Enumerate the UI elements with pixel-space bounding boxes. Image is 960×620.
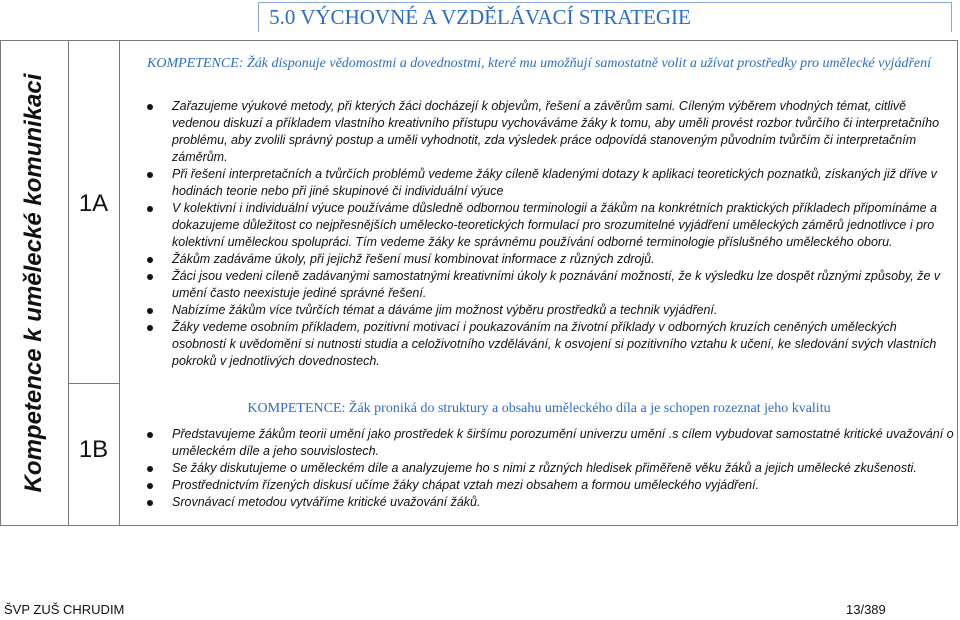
bullet-icon [147,500,153,506]
side-title: Kompetence k umělecké komunikaci [20,73,47,493]
list-item: Nabízíme žákům více tvůrčích témat a dáváme jim možnost výběru prostředků a technik vyjádření. [128,302,954,319]
list-item: Prostřednictvím řízených diskusí učíme žáky chápat vztah mezi obsahem a formou uměleckého vyjádření. [128,477,954,494]
bullet-icon [147,257,153,263]
bullet-icon [147,308,153,314]
page-title: 5.0 VÝCHOVNÉ A VZDĚLÁVACÍ STRATEGIE [269,5,691,29]
competence-heading-1b: KOMPETENCE: Žák proniká do struktury a obsahu uměleckého díla a je schopen rozeznat jeho kvalitu [247,401,831,416]
column-divider-2 [119,40,120,526]
bullet-icon [147,172,153,178]
list-item: Srovnávací metodou vytváříme kritické uvažování žáků. [128,494,954,511]
side-title-cell [0,40,68,526]
list-item: Zařazujeme výukové metody, při kterých žáci docházejí k objevům, řešení a závěrům sami. Cíleným výběrem vhodných témat, citlivě vedenou diskuzí a příkladem vlastního kreativního přístupu vychováváme žáky k tomu, aby uměli provést rozbor tvůrčího či interpretačního problému, aby zvolili správný postup a uměli vyhodnotit, zda výsledek práce odpovídá stanoveným původním tvůrčím či interpretačním záměrům. [128,98,954,166]
list-item: Při řešení interpretačních a tvůrčích problémů vedeme žáky cíleně kladenými dotazy k aplikaci teoretických poznatků, získaných již dříve v hodinách teorie nebo při jiné skupinové či individuální výuce [128,166,954,200]
list-item: V kolektivní i individuální výuce používáme důsledně odbornou terminologii a žákům na konkrétních praktických příkladech připomínáme a dokazujeme důležitost co nejpřesnějších umělecko-teoretických formulací pro srozumitelné vyjádření uměleckých záměrů jednotlivce i pro kolektivní uměleckou spolupráci. Tím vedeme žáky ke správnému používání odborné terminologie příslušného uměleckého oboru. [128,200,954,251]
list-item: Žáky vedeme osobním příkladem, pozitivní motivací i poukazováním na životní příklady v odborných kruzích ceněných uměleckých osobností k uvědomění si nutnosti studia a celoživotního vzdělávání, k osvojení si pozitivního vztahu k učení, ke sledování svých vlastních pokroků v jednotlivých dovednostech. [128,319,954,370]
bullet-icon [147,104,153,110]
bullet-list-1a [128,98,954,370]
list-item: Žáci jsou vedeni cíleně zadávanými samostatnými kreativními úkoly k poznávání možností, že k výsledku lze dospět různými způsoby, že v umění často neexistuje jediné správné řešení. [128,268,954,302]
row-divider [68,383,119,384]
footer-page-number: 13/389 [846,602,886,617]
row-label-1a: 1A [78,190,109,217]
bullet-list-1b [128,426,954,511]
bullet-icon [147,483,153,489]
bullet-icon [147,466,153,472]
bullet-icon [147,432,153,438]
bullet-icon [147,206,153,212]
list-item: Představujeme žákům teorii umění jako prostředek k širšímu porozumění univerzu umění .s cílem vybudovat samostatné kritické uvažování o uměleckém díle a jeho souvislostech. [128,426,954,460]
row-label-1b: 1B [78,436,109,463]
competence-heading-1a: KOMPETENCE: Žák disponuje vědomostmi a dovednostmi, které mu umožňují samostatně volit a užívat prostředky pro umělecké vyjádření [147,56,931,71]
footer-school-name: ŠVP ZUŠ CHRUDIM [4,602,125,617]
list-item: Se žáky diskutujeme o uměleckém díle a analyzujeme ho s nimi z různých hledisek přiměřeně věku žáků a jejich umělecké zkušenosti. [128,460,954,477]
bullet-icon [147,274,153,280]
bullet-icon [147,325,153,331]
list-item: Žákům zadáváme úkoly, při jejichž řešení musí kombinovat informace z různých zdrojů. [128,251,954,268]
